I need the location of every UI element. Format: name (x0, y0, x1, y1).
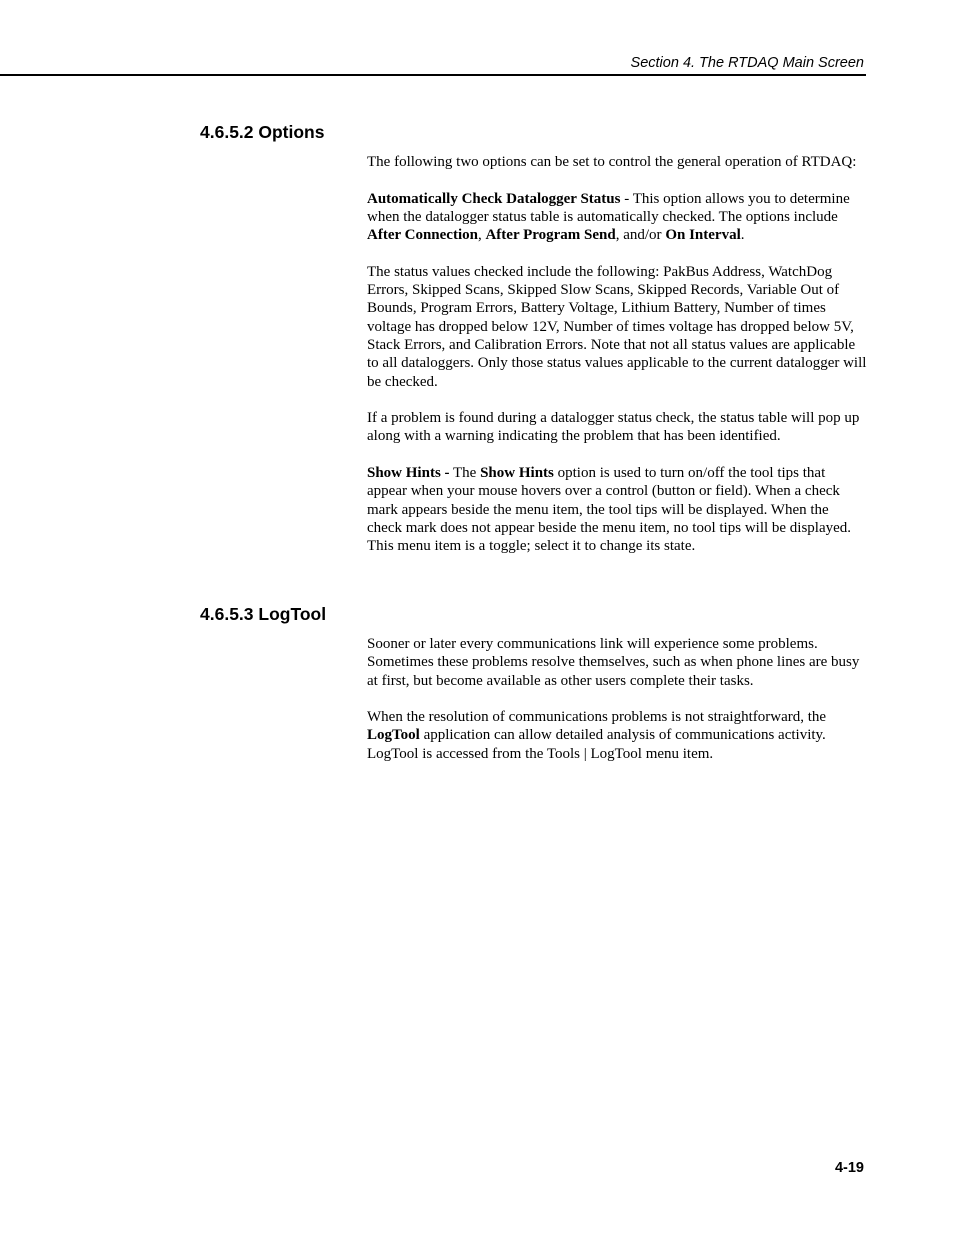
comms-problems-paragraph: Sooner or later every communications link will experience some problems. Sometimes these problems resolve themselves, such as when phone lines are busy at first, but become available as other users complete their tasks. (367, 636, 860, 689)
bold-term: Show Hints (480, 465, 554, 482)
bold-term: Automatically Check Datalogger Status (367, 190, 621, 207)
section-heading-options: 4.6.5.2 Options (200, 122, 325, 142)
auto-check-paragraph (367, 190, 867, 245)
paragraph-text: option is used to turn on/off the tool tips that appear when your mouse hovers over a control (button or field). When a check mark appears beside the menu item, the tool tips will be displayed. When the check mark does not appear beside the menu item, no tool tips will be displayed. This menu item is a toggle; select it to change its state. (367, 465, 852, 555)
show-hints-paragraph (367, 464, 867, 555)
options-body (367, 153, 867, 556)
bold-term: On Interval (665, 227, 741, 244)
paragraph-text: , and/or (615, 227, 666, 244)
paragraph-text: The (449, 465, 481, 482)
bold-term: Show Hints - (367, 465, 450, 482)
running-header: Section 4. The RTDAQ Main Screen (630, 55, 864, 71)
paragraph-text: When the resolution of communications problems is not straightforward, the (367, 709, 827, 726)
problem-paragraph: If a problem is found during a datalogger status check, the status table will pop up along with a warning indicating the problem that has been identified. (367, 410, 860, 445)
section-heading-logtool: 4.6.5.3 LogTool (200, 604, 327, 624)
intro-paragraph: The following two options can be set to control the general operation of RTDAQ: (367, 154, 857, 170)
header-rule (0, 74, 866, 76)
status-values-paragraph: The status values checked include the following: PakBus Address, WatchDog Errors, Skipped Scans, Skipped Slow Scans, Skipped Records, Variable Out of Bounds, Program Errors, Battery Voltage, Lithium Battery, Number of times voltage has dropped below 12V, Number of times voltage has dropped below 5V, Stack Errors, and Calibration Errors. Note that not all status values are applicable to all dataloggers. Only those status values applicable to the current datalogger will be checked. (367, 263, 867, 390)
page-number: 4-19 (834, 1160, 864, 1176)
logtool-paragraph (367, 708, 867, 763)
paragraph-text: application can allow detailed analysis of communications activity. LogTool is accessed from the Tools | LogTool menu item. (367, 727, 826, 762)
bold-term: After Program Send (485, 227, 616, 244)
paragraph-text: . (740, 227, 745, 244)
paragraph-text: - This option allows you to determine when the datalogger status table is automatically checked. The options include (367, 190, 850, 225)
bold-term: After Connection (367, 227, 478, 244)
bold-term: LogTool (367, 727, 420, 744)
logtool-body (367, 635, 867, 763)
paragraph-text: , (477, 227, 486, 244)
